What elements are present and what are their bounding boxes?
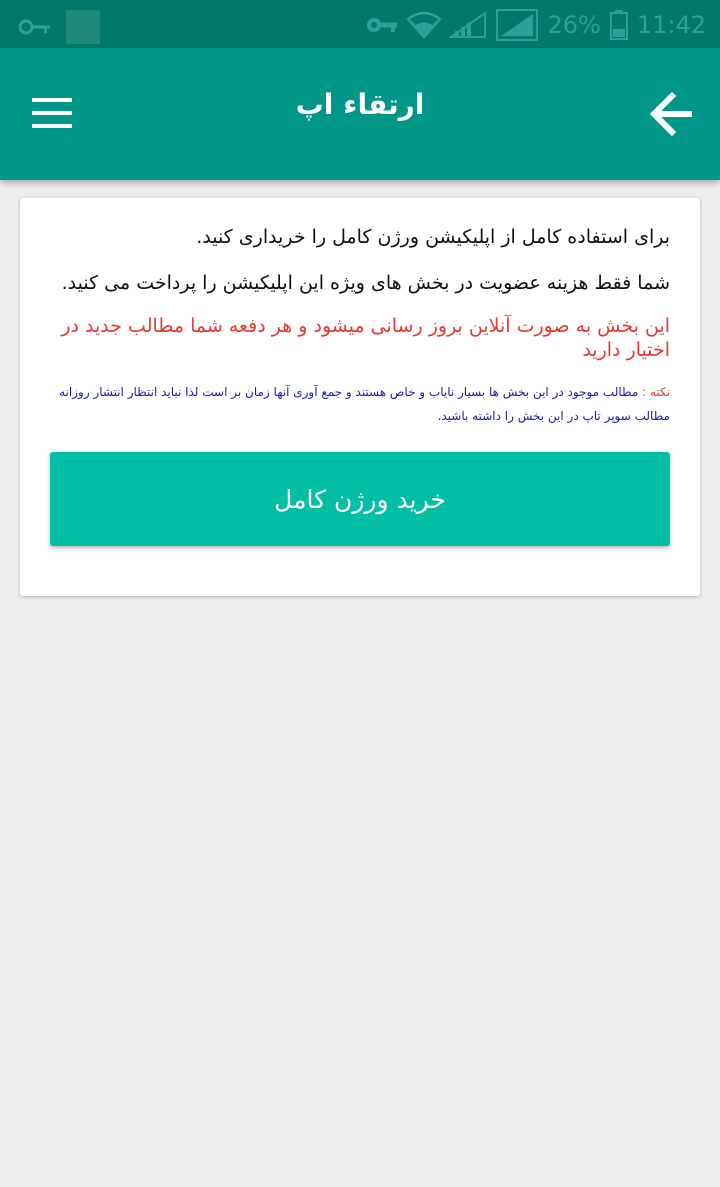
- app-thumbnail-icon: [66, 10, 100, 44]
- note-text: مطالب موجود در این بخش ها بسیار نایاب و خاص هستند و جمع آوری آنها زمان بر است لذا نباید انتظار انتشار روزانه مطالب سوپر تاپ در این بخش را داشته باشید.: [59, 385, 670, 423]
- status-right-group: [365, 6, 706, 44]
- note-paragraph: [50, 380, 670, 428]
- menu-icon-line-bottom: [32, 124, 72, 128]
- status-bar: [0, 0, 720, 48]
- signal-icon-2: [495, 8, 539, 42]
- intro-text: برای استفاده کامل از اپلیکیشن ورژن کامل را خریداری کنید.: [196, 226, 670, 248]
- page-title: ارتقاء اپ: [295, 88, 425, 121]
- online-update-text: این بخش به صورت آنلاین بروز رسانی میشود و هر دفعه شما مطالب جدید در اختیار دارید: [61, 315, 670, 361]
- clock: 11:42: [636, 11, 706, 39]
- arrow-back-icon[interactable]: [648, 92, 694, 140]
- membership-text: شما فقط هزینه عضویت در بخش های ویژه این اپلیکیشن را پرداخت می کنید.: [61, 272, 670, 294]
- signal-icon: [449, 11, 487, 39]
- wifi-icon: [407, 11, 441, 39]
- note-label: نکته :: [642, 385, 670, 399]
- buy-full-version-button[interactable]: خرید ورژن کامل: [50, 452, 670, 546]
- key-icon: [18, 17, 52, 37]
- card-content: [50, 222, 670, 454]
- upgrade-card: [20, 198, 700, 596]
- battery-percent: 26%: [547, 11, 601, 39]
- app-bar: [0, 48, 720, 180]
- status-left-group: [18, 10, 100, 44]
- vpn-key-icon: [365, 13, 399, 37]
- battery-icon: [609, 9, 629, 41]
